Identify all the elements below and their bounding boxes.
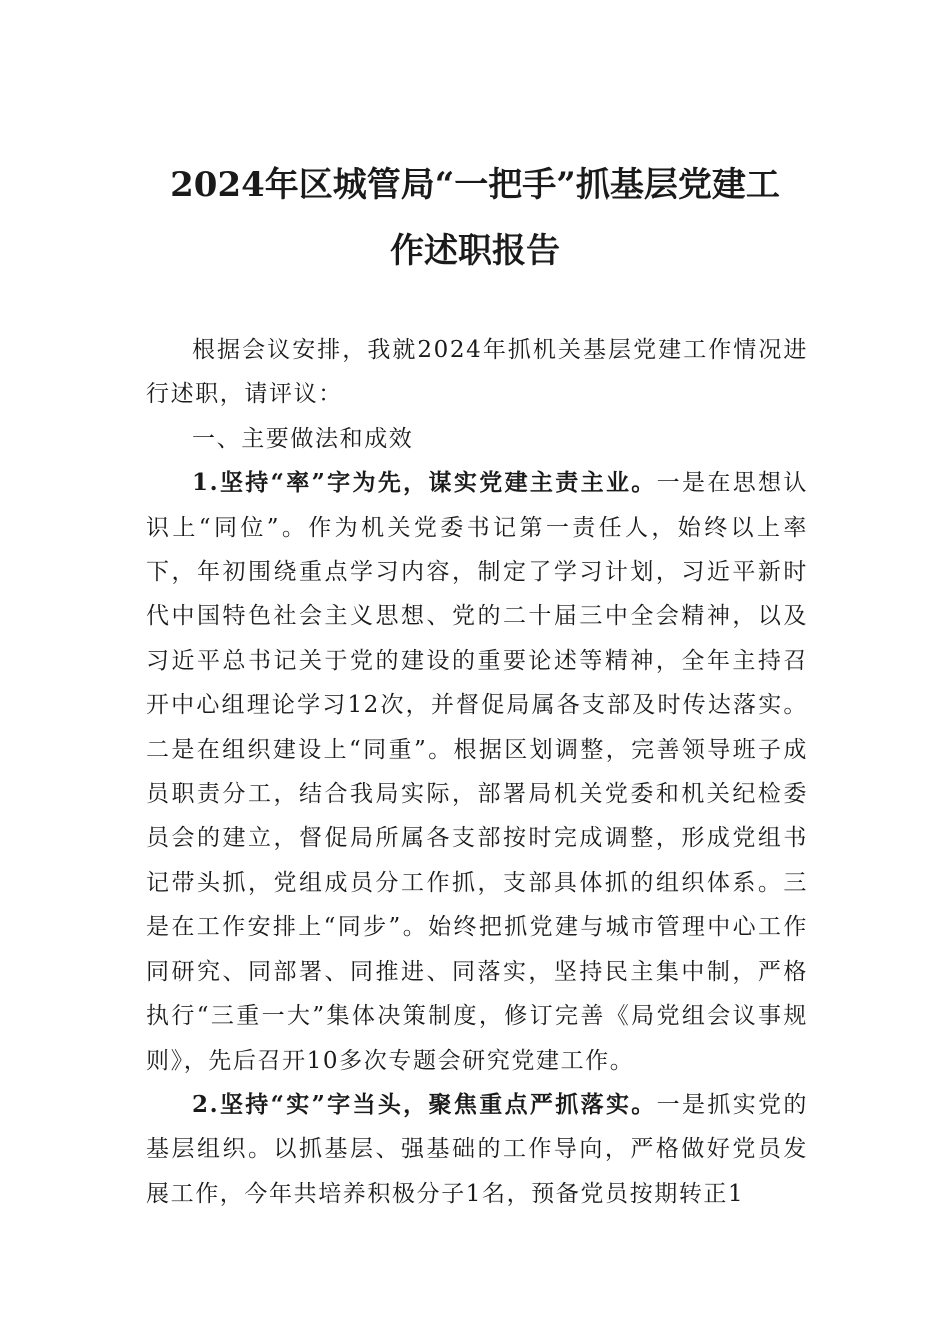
item-2-paragraph	[146, 1083, 808, 1216]
intro-paragraph: 根据会议安排，我就2024年抓机关基层党建工作情况进行述职，请评议：	[146, 337, 808, 408]
document-title	[120, 152, 830, 284]
title-line-2: 作述职报告	[390, 231, 560, 271]
item-1-lead: 1.坚持“率”字为先，谋实党建主责主业。	[192, 469, 657, 497]
document-body	[146, 328, 808, 1216]
item-2-text: 一是抓实党的基层组织。以抓基层、强基础的工作导向，严格做好党员发展工作，今年共培养积极分子1名，预备党员按期转正1	[146, 1091, 808, 1207]
section-heading: 一、主要做法和成效	[192, 425, 414, 452]
item-2-lead: 2.坚持“实”字当头，聚焦重点严抓落实。	[192, 1090, 657, 1118]
item-1-text: 一是在思想认识上“同位”。作为机关党委书记第一责任人，始终以上率下，年初围绕重点学习内容，制定了学习计划，习近平新时代中国特色社会主义思想、党的二十届三中全会精神，以及习近平总书记关于党的建设的重要论述等精神，全年主持召开中心组理论学习12次，并督促局属各支部及时传达落实。二是在组织建设上“同重”。根据区划调整，完善领导班子成员职责分工，结合我局实际，部署局机关党委和机关纪检委员会的建立，督促局所属各支部按时完成调整，形成党组书记带头抓，党组成员分工作抓，支部具体抓的组织体系。三是在工作安排上“同步”。始终把抓党建与城市管理中心工作同研究、同部署、同推进、同落实，坚持民主集中制，严格执行“三重一大”集体决策制度，修订完善《局党组会议事规则》，先后召开10多次专题会研究党建工作。	[146, 470, 808, 1074]
item-1-paragraph	[146, 461, 808, 1083]
title-line-1: 2024年区城管局“一把手”抓基层党建工	[170, 165, 780, 205]
